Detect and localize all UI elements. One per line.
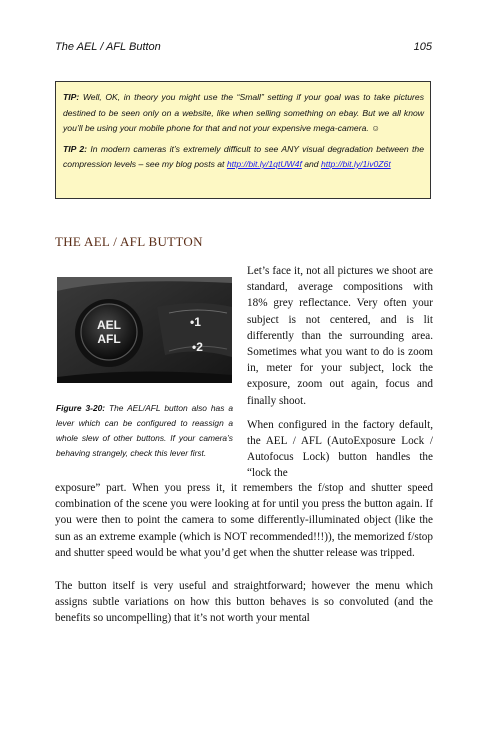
paragraph-3: The button itself is very useful and straightforward; however the menu which assigns subtle variations on how this button behaves is so convoluted (and the benefits so uncompelling) that it’s not worth your mental [55, 580, 433, 625]
button-label-afl: AFL [97, 332, 121, 346]
lever-mark-1: •1 [190, 315, 201, 329]
tip-2-and: and [301, 159, 321, 169]
right-column [247, 263, 433, 490]
caption-label: Figure 3-20: [56, 403, 106, 413]
tip-2 [63, 142, 424, 173]
button-label-ael: AEL [97, 318, 121, 332]
paragraph-2-continued: exposure” part. When you press it, it remembers the f/stop and shutter speed combination of the scene you were looking at for until you press the button again. If you were then to point the camera to some differently-illuminated object (like the sun as an extreme example (which is NOT recommended!!!)), the memorized f/stop and shutter speed would be what you’d get when the shutter release was tripped. [55, 482, 433, 559]
section-title: THE AEL / AFL BUTTON [55, 234, 203, 249]
tip-box [55, 81, 431, 199]
blog-link-1[interactable]: http://bit.ly/1qtUW4f [226, 159, 302, 169]
caption-text: The AEL/AFL button also has a lever which can be configured to reassign a whole slew of other buttons. If your camera’s behaving strangely, check this lever first. [56, 403, 233, 458]
figure-photo [57, 277, 232, 383]
figure-caption [56, 401, 233, 461]
blog-link-2[interactable]: http://bit.ly/1iv0Z6t [320, 159, 391, 169]
header-title: The AEL / AFL Button [55, 41, 161, 53]
tip-1-text: Well, OK, in theory you might use the “Small” setting if your goal was to take pictures destined to be seen only on a website, like when selling something on ebay. But we all know you’ll be using your mobile phone for that and not your expensive mega-camera. ☺ [63, 92, 424, 133]
tip-2-text: In modern cameras it’s extremely difficult to see ANY visual degradation between the compression levels – see my blog posts at [63, 143, 424, 169]
tip-2-label: TIP 2: [63, 143, 88, 154]
camera-button-illustration [57, 277, 232, 383]
tip-1 [63, 90, 424, 137]
running-header [55, 41, 432, 53]
paragraph-2-continued-block [55, 480, 433, 561]
page-number: 105 [413, 41, 432, 53]
paragraph-1: Let’s face it, not all pictures we shoot are standard, average compositions with 18% grey reflectance. Very often your subject is not centered, and is lit differently than the surrounding area. Sometimes what you want to do is zoom in, meter for your subject, lock the exposure, zoom out again, focus and finally shoot. [247, 265, 433, 407]
paragraph-2-start: When configured in the factory default, the AEL / AFL (AutoExposure Lock / Autofocus Lock) button handles the “lock the [247, 418, 433, 480]
lever-mark-2: •2 [192, 340, 203, 354]
paragraph-3-block [55, 578, 433, 627]
tip-1-label: TIP: [63, 92, 80, 102]
